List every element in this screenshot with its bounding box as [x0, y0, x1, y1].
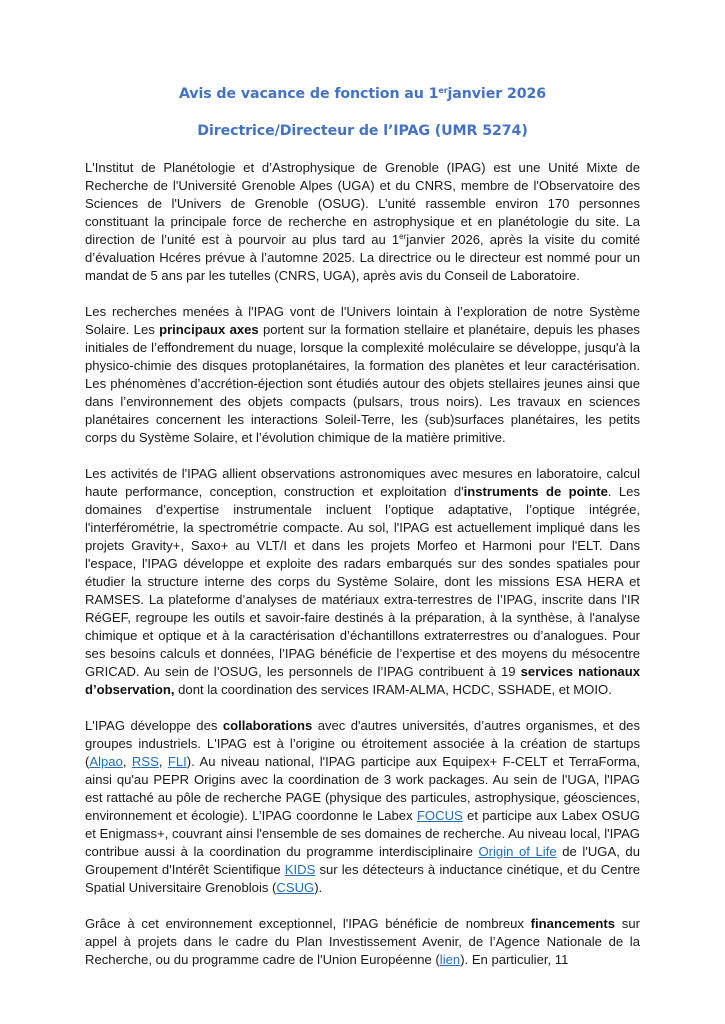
text: ). [314, 880, 323, 895]
link-kids[interactable]: KIDS [284, 862, 316, 877]
paragraph-funding [85, 915, 640, 969]
text: sur les détecteurs à inductance cinétique, et du Centre Spatial Universitaire Grenoblois ( [85, 862, 640, 895]
link-origin-of-life[interactable]: Origin of Life [478, 844, 557, 859]
paragraph-activities [85, 465, 640, 699]
paragraph-intro [85, 159, 640, 285]
link-fli[interactable]: FLI [167, 754, 187, 769]
link-lien[interactable]: lien [439, 952, 461, 967]
text: dont la coordination des services IRAM-ALMA, HCDC, SSHADE, et MOIO. [174, 682, 612, 697]
text: Les activités de l'IPAG allient observations astronomiques avec mesures en laboratoire, calcul haute performance, conception, construction et exploitation d' [85, 466, 640, 499]
text: sur appel à projets dans le cadre du Plan Investissement Avenir, de l’Agence Nationale de la Recherche, ou du programme cadre de l'Union Européenne ( [85, 916, 640, 967]
text: Grâce à cet environnement exceptionnel, l'IPAG bénéficie de nombreux [85, 916, 531, 931]
text: L'Institut de Planétologie et d’Astrophysique de Grenoble (IPAG) est une Unité Mixte de Recherche de l'Université Grenoble Alpes (UGA) et du CNRS, membre de l'Observatoire des Sciences de l'Univers de Grenoble (OSUG). L’unité rassemble environ 170 personnes constituant la principale force de recherche en astrophysique et en planétologie du site. La direction de l’unité est à pourvoir au plus tard au 1 [85, 160, 640, 247]
paragraph-research [85, 303, 640, 447]
bold-text: services nationaux d’observation, [85, 664, 640, 697]
link-focus[interactable]: FOCUS [416, 808, 463, 823]
superscript: er [399, 232, 407, 241]
text: et participe aux Labex OSUG et Enigmass+, couvrant ainsi l'ensemble de ses domaines de recherche. Au niveau local, l'IPAG contribue aussi à la coordination du programme interdisciplinaire [85, 808, 641, 859]
title-text-end: janvier 2026 [447, 86, 547, 102]
link-rss[interactable]: RSS [131, 754, 159, 769]
text: ). Au niveau national, l'IPAG participe aux Equipex+ F-CELT et TerraForma, ainsi qu'au PEPR Origins avec la coordination de 3 work packages. Au sein de l'UGA, l'IPAG est rattaché au pôle de recherche PAGE (physique des particules, astrophysique, géosciences, environnement et écologie). L’IPAG coordonne le Labex [85, 754, 640, 823]
text: janvier 2026, après la visite du comité d’évaluation Hcéres prévue à l’automne 2025. La directrice ou le directeur est nommé pour un mandat de 5 ans par les tutelles (CNRS, UGA), après avis du Conseil de Laboratoire. [85, 232, 640, 283]
title-superscript: er [438, 86, 448, 95]
bold-text: principaux axes [159, 322, 259, 337]
link-alpao[interactable]: Alpao [89, 754, 123, 769]
text: ). En particulier, 11 [460, 952, 569, 967]
bold-text: instruments de pointe [463, 484, 608, 499]
document-body [85, 159, 640, 987]
text: , [158, 754, 168, 769]
text: avec d'autres universités, d’autres organismes, et des groupes industriels. L'IPAG est à l’origine ou étroitement associée à la création de startups ( [85, 718, 641, 769]
text: portent sur la formation stellaire et planétaire, depuis les phases initiales de l’effondrement du nuage, lorsque la complexité moléculaire se développe, jusqu'à la physico-chimie des disques protoplanétaires, la formation des planètes et leur caractérisation. Les phénomènes d’accrétion-éjection sont étudiés autour des objets stellaires jeunes ainsi que dans l’environnement des objets compacts (pulsars, trous noirs). Les travaux en sciences planétaires concernent les interactions Soleil-Terre, les (sub)surfaces planétaires, les petits corps du Système Solaire, et l’évolution chimique de la matière primitive. [85, 322, 640, 445]
text: . Les domaines d’expertise instrumentale incluent l’optique adaptative, l’optique intégrée, l'interférométrie, la spectrométrie compacte. Au sol, l'IPAG est actuellement impliqué dans les projets Gravity+, Saxo+ au VLT/I et dans les projets Morfeo et Harmoni pour l'ELT. Dans l'espace, l'IPAG développe et exploite des radars embarqués sur des sondes spatiales pour étudier la structure interne des corps du Système Solaire, dont les missions ESA HERA et RAMSES. La plateforme d’analyses de matériaux extra-terrestres de l’IPAG, inscrite dans l'IR RéGEF, regroupe les outils et savoir-faire destinés à la préparation, à la synthèse, à l'analyse chimique et optique et à la caractérisation d’échantillons extraterrestres ou d’analogues. Pour ses besoins calculs et données, l’IPAG bénéficie de l’expertise et des moyens du mésocentre GRICAD. Au sein de l’OSUG, les personnels de l’IPAG contribuent à 19 [85, 484, 640, 679]
title-text: Avis de vacance de fonction au 1 [178, 86, 439, 102]
link-csug[interactable]: CSUG [276, 880, 315, 895]
bold-text: collaborations [222, 718, 313, 733]
paragraph-collaborations [85, 717, 640, 897]
title-line-2: Directrice/Directeur de l’IPAG (UMR 5274) [197, 123, 528, 139]
text: de l'UGA, du Groupement d'Intérêt Scientifique [85, 844, 640, 877]
text: L'IPAG développe des [85, 718, 223, 733]
title-line-1 [0, 86, 725, 102]
text: Les recherches menées à l'IPAG vont de l'Univers lointain à l’exploration de notre Système Solaire. Les [85, 304, 640, 337]
text: , [122, 754, 132, 769]
bold-text: financements [530, 916, 616, 931]
